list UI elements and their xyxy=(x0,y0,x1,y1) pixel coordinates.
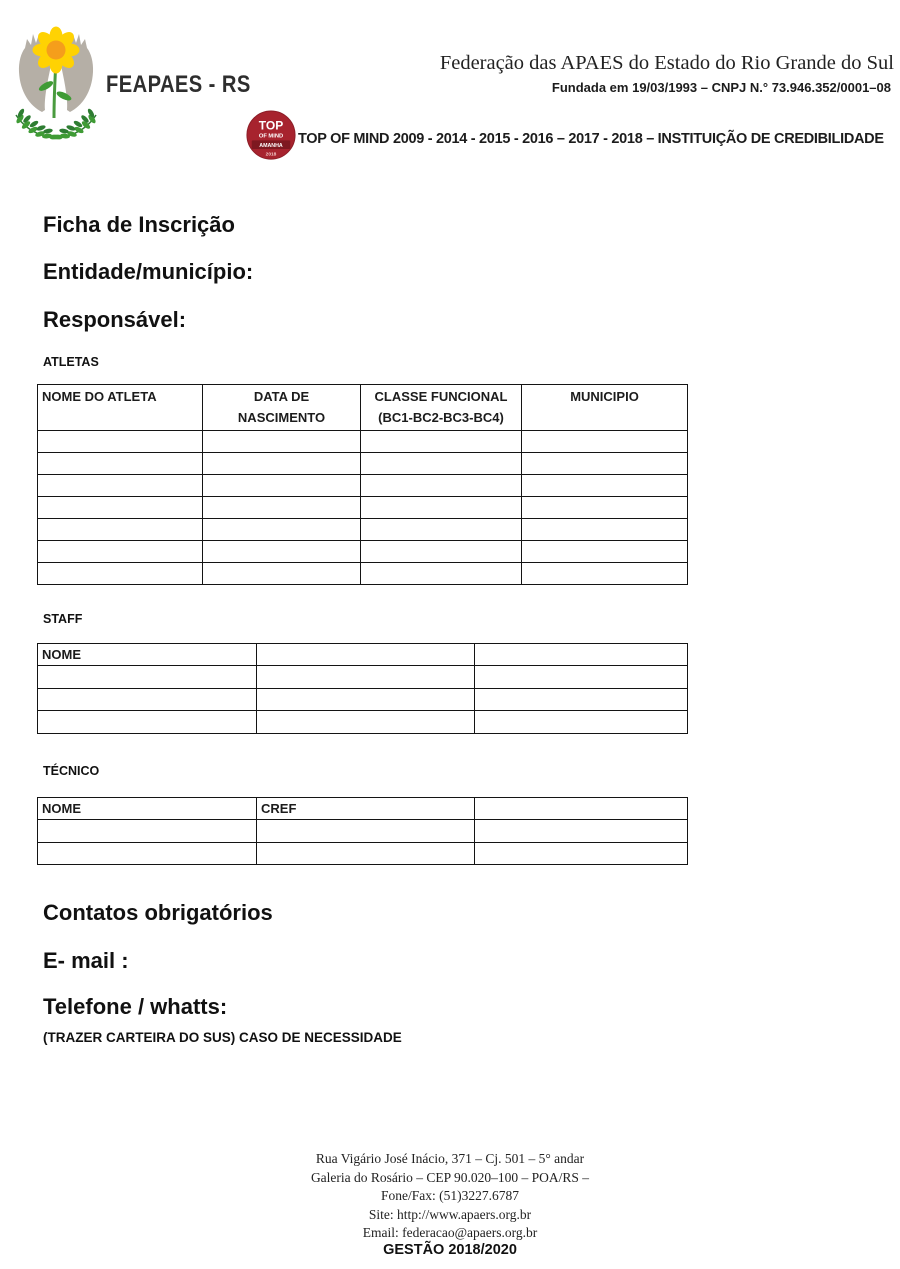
empty-cell[interactable] xyxy=(203,541,361,563)
footer-address-line1: Rua Vigário José Inácio, 371 – Cj. 501 – 5° andar xyxy=(315,1151,585,1166)
footer xyxy=(0,1150,900,1258)
column-header-athlete-name xyxy=(38,385,203,431)
badge-band-text: AMANHA xyxy=(259,142,283,149)
column-header-text: (BC1-BC2-BC3-BC4) xyxy=(378,410,504,425)
empty-cell[interactable] xyxy=(361,453,522,475)
athletes-section-label: ATLETAS xyxy=(43,355,99,369)
page-title: Ficha de Inscrição xyxy=(43,212,235,237)
table-row xyxy=(38,688,688,711)
column-header-functional-class xyxy=(361,385,522,431)
column-header-text: MUNICIPIO xyxy=(570,389,639,404)
column-header-text: NASCIMENTO xyxy=(237,410,326,425)
footer-site-line: Site: http://www.apaers.org.br xyxy=(368,1206,532,1222)
empty-cell[interactable] xyxy=(475,820,688,843)
column-header-blank xyxy=(475,644,688,666)
empty-cell[interactable] xyxy=(38,497,203,519)
contacts-title: Contatos obrigatórios xyxy=(43,900,273,925)
table-row xyxy=(38,842,688,865)
badge-ofmind-text: OF MIND xyxy=(258,133,284,140)
column-header-municipality xyxy=(522,385,688,431)
athletes-header-row xyxy=(38,385,688,431)
empty-cell[interactable] xyxy=(522,563,688,585)
column-header-text: DATA DE xyxy=(253,389,310,404)
empty-cell[interactable] xyxy=(203,563,361,585)
empty-cell[interactable] xyxy=(361,519,522,541)
empty-cell[interactable] xyxy=(475,666,688,689)
phone-field-label: Telefone / whatts: xyxy=(43,994,228,1019)
empty-cell[interactable] xyxy=(38,563,203,585)
feapaes-logo xyxy=(8,10,104,142)
table-row xyxy=(38,820,688,843)
empty-cell[interactable] xyxy=(38,541,203,563)
empty-cell[interactable] xyxy=(475,711,688,734)
empty-cell[interactable] xyxy=(361,475,522,497)
table-row xyxy=(38,453,688,475)
top-of-mind-line: TOP OF MIND 2009 - 2014 - 2015 - 2016 – 2017 - 2018 – INSTITUIÇÃO DE CREDIBILIDADE xyxy=(298,131,884,147)
laurel-icon xyxy=(15,108,97,140)
empty-cell[interactable] xyxy=(38,453,203,475)
badge-top-text: TOP xyxy=(258,118,284,133)
empty-cell[interactable] xyxy=(257,820,475,843)
empty-cell[interactable] xyxy=(203,519,361,541)
empty-cell[interactable] xyxy=(522,541,688,563)
org-name: Federação das APAES do Estado do Rio Grande do Sul xyxy=(439,52,894,74)
top-of-mind-badge xyxy=(245,110,297,162)
empty-cell[interactable] xyxy=(257,842,475,865)
empty-cell[interactable] xyxy=(475,842,688,865)
responsible-field-label: Responsável: xyxy=(43,307,187,332)
empty-cell[interactable] xyxy=(38,475,203,497)
coach-header-row xyxy=(38,798,688,820)
empty-cell[interactable] xyxy=(38,666,257,689)
table-row xyxy=(38,519,688,541)
empty-cell[interactable] xyxy=(257,688,475,711)
column-header-text: NOME DO ATLETA xyxy=(42,389,157,404)
coach-section-label: TÉCNICO xyxy=(43,764,100,778)
athletes-table xyxy=(37,384,688,585)
footer-address-line2: Galeria do Rosário – CEP 90.020–100 – POA/RS – xyxy=(310,1169,590,1185)
email-field-label: E- mail : xyxy=(43,948,129,973)
empty-cell[interactable] xyxy=(38,711,257,734)
table-row xyxy=(38,666,688,689)
empty-cell[interactable] xyxy=(361,497,522,519)
column-header-blank xyxy=(257,644,475,666)
table-row xyxy=(38,563,688,585)
empty-cell[interactable] xyxy=(522,475,688,497)
staff-table xyxy=(37,643,688,734)
column-header-birth-date xyxy=(203,385,361,431)
staff-section-label: STAFF xyxy=(43,612,83,626)
empty-cell[interactable] xyxy=(203,453,361,475)
empty-cell[interactable] xyxy=(361,541,522,563)
table-row xyxy=(38,541,688,563)
empty-cell[interactable] xyxy=(361,563,522,585)
founded-line: Fundada em 19/03/1993 – CNPJ N.° 73.946.352/0001–08 xyxy=(551,80,891,95)
table-row xyxy=(38,711,688,734)
empty-cell[interactable] xyxy=(38,431,203,453)
table-row xyxy=(38,431,688,453)
footer-gestao-line: GESTÃO 2018/2020 xyxy=(383,1241,517,1258)
empty-cell[interactable] xyxy=(38,842,257,865)
table-row xyxy=(38,497,688,519)
column-header-name: NOME xyxy=(38,644,257,666)
column-header-text: CLASSE FUNCIONAL xyxy=(374,389,508,404)
empty-cell[interactable] xyxy=(203,475,361,497)
empty-cell[interactable] xyxy=(361,431,522,453)
column-header-name: NOME xyxy=(38,798,257,820)
footer-phone-line: Fone/Fax: (51)3227.6787 xyxy=(381,1188,519,1203)
empty-cell[interactable] xyxy=(257,711,475,734)
empty-cell[interactable] xyxy=(203,497,361,519)
badge-year-text: 2018 xyxy=(265,152,277,158)
empty-cell[interactable] xyxy=(38,820,257,843)
column-header-cref: CREF xyxy=(257,798,475,820)
table-row xyxy=(38,475,688,497)
empty-cell[interactable] xyxy=(522,431,688,453)
empty-cell[interactable] xyxy=(38,519,203,541)
empty-cell[interactable] xyxy=(522,453,688,475)
staff-header-row xyxy=(38,644,688,666)
column-header-blank xyxy=(475,798,688,820)
coach-table xyxy=(37,797,688,865)
empty-cell[interactable] xyxy=(257,666,475,689)
footer-email-line: Email: federacao@apaers.org.br xyxy=(362,1225,538,1240)
empty-cell[interactable] xyxy=(475,688,688,711)
empty-cell[interactable] xyxy=(522,497,688,519)
org-wordmark: FEAPAES - RS xyxy=(106,71,251,98)
empty-cell[interactable] xyxy=(203,431,361,453)
entity-field-label: Entidade/município: xyxy=(43,259,254,284)
sus-card-note: (TRAZER CARTEIRA DO SUS) CASO DE NECESSIDADE xyxy=(43,1030,402,1045)
empty-cell[interactable] xyxy=(522,519,688,541)
empty-cell[interactable] xyxy=(38,688,257,711)
